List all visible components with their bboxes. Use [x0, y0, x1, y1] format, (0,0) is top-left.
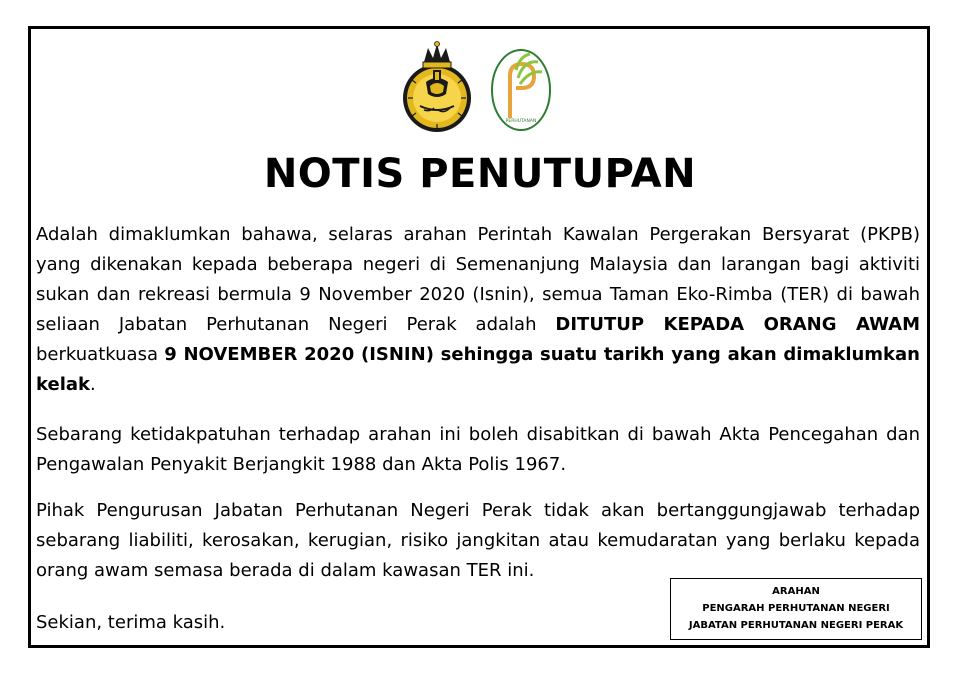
notice-paragraph-closure: [36, 220, 920, 400]
notice-paragraph-legal: Sebarang ketidakpatuhan terhadap arahan ini boleh disabitkan di bawah Akta Pencegahan dan Pengawalan Penyakit Berjangkit 1988 dan Akta Polis 1967.: [36, 424, 920, 475]
signature-line-directive: ARAHAN: [772, 586, 820, 597]
paragraph1-bold-date: 9 NOVEMBER 2020 (ISNIN) sehingga suatu tarikh yang akan dimaklumkan kelak: [36, 344, 920, 395]
paragraph1-text-a: Adalah dimaklumkan bahawa, selaras arahan Perintah Kawalan Pergerakan Bersyarat (PKPB) yang dikenakan kepada beberapa negeri di Semenanjung Malaysia dan larangan bagi aktiviti sukan dan rekreasi bermula 9 November 2020 (Isnin), semua Taman Eko-Rimba (TER) di bawah seliaan Jabatan Perhutanan Negeri Perak adalah: [36, 224, 920, 335]
paragraph1-bold-closed: DITUTUP KEPADA ORANG AWAM: [555, 314, 920, 335]
notice-paragraph-liability: Pihak Pengurusan Jabatan Perhutanan Negeri Perak tidak akan bertanggungjawab terhadap sebarang liabiliti, kerosakan, kerugian, risiko jangkitan atau kemudaratan yang berlaku kepada orang awam semasa berada di dalam kawasan TER ini.: [36, 500, 920, 581]
forestry-department-logo-icon: [490, 48, 552, 132]
forestry-logo-text: PERHUTANAN: [505, 119, 537, 124]
signature-line-department: JABATAN PERHUTANAN NEGERI PERAK: [688, 620, 904, 631]
notice-title: NOTIS PENUTUPAN: [263, 151, 697, 197]
notice-closing: Sekian, terima kasih.: [36, 612, 226, 633]
perak-state-crest-icon: [400, 40, 474, 134]
paragraph1-text-c: berkuatkuasa: [36, 344, 165, 365]
signature-line-director: PENGARAH PERHUTANAN NEGERI: [702, 603, 890, 614]
logo-header: [398, 40, 558, 136]
paragraph1-text-e: .: [89, 374, 96, 395]
signature-box: [670, 578, 922, 640]
